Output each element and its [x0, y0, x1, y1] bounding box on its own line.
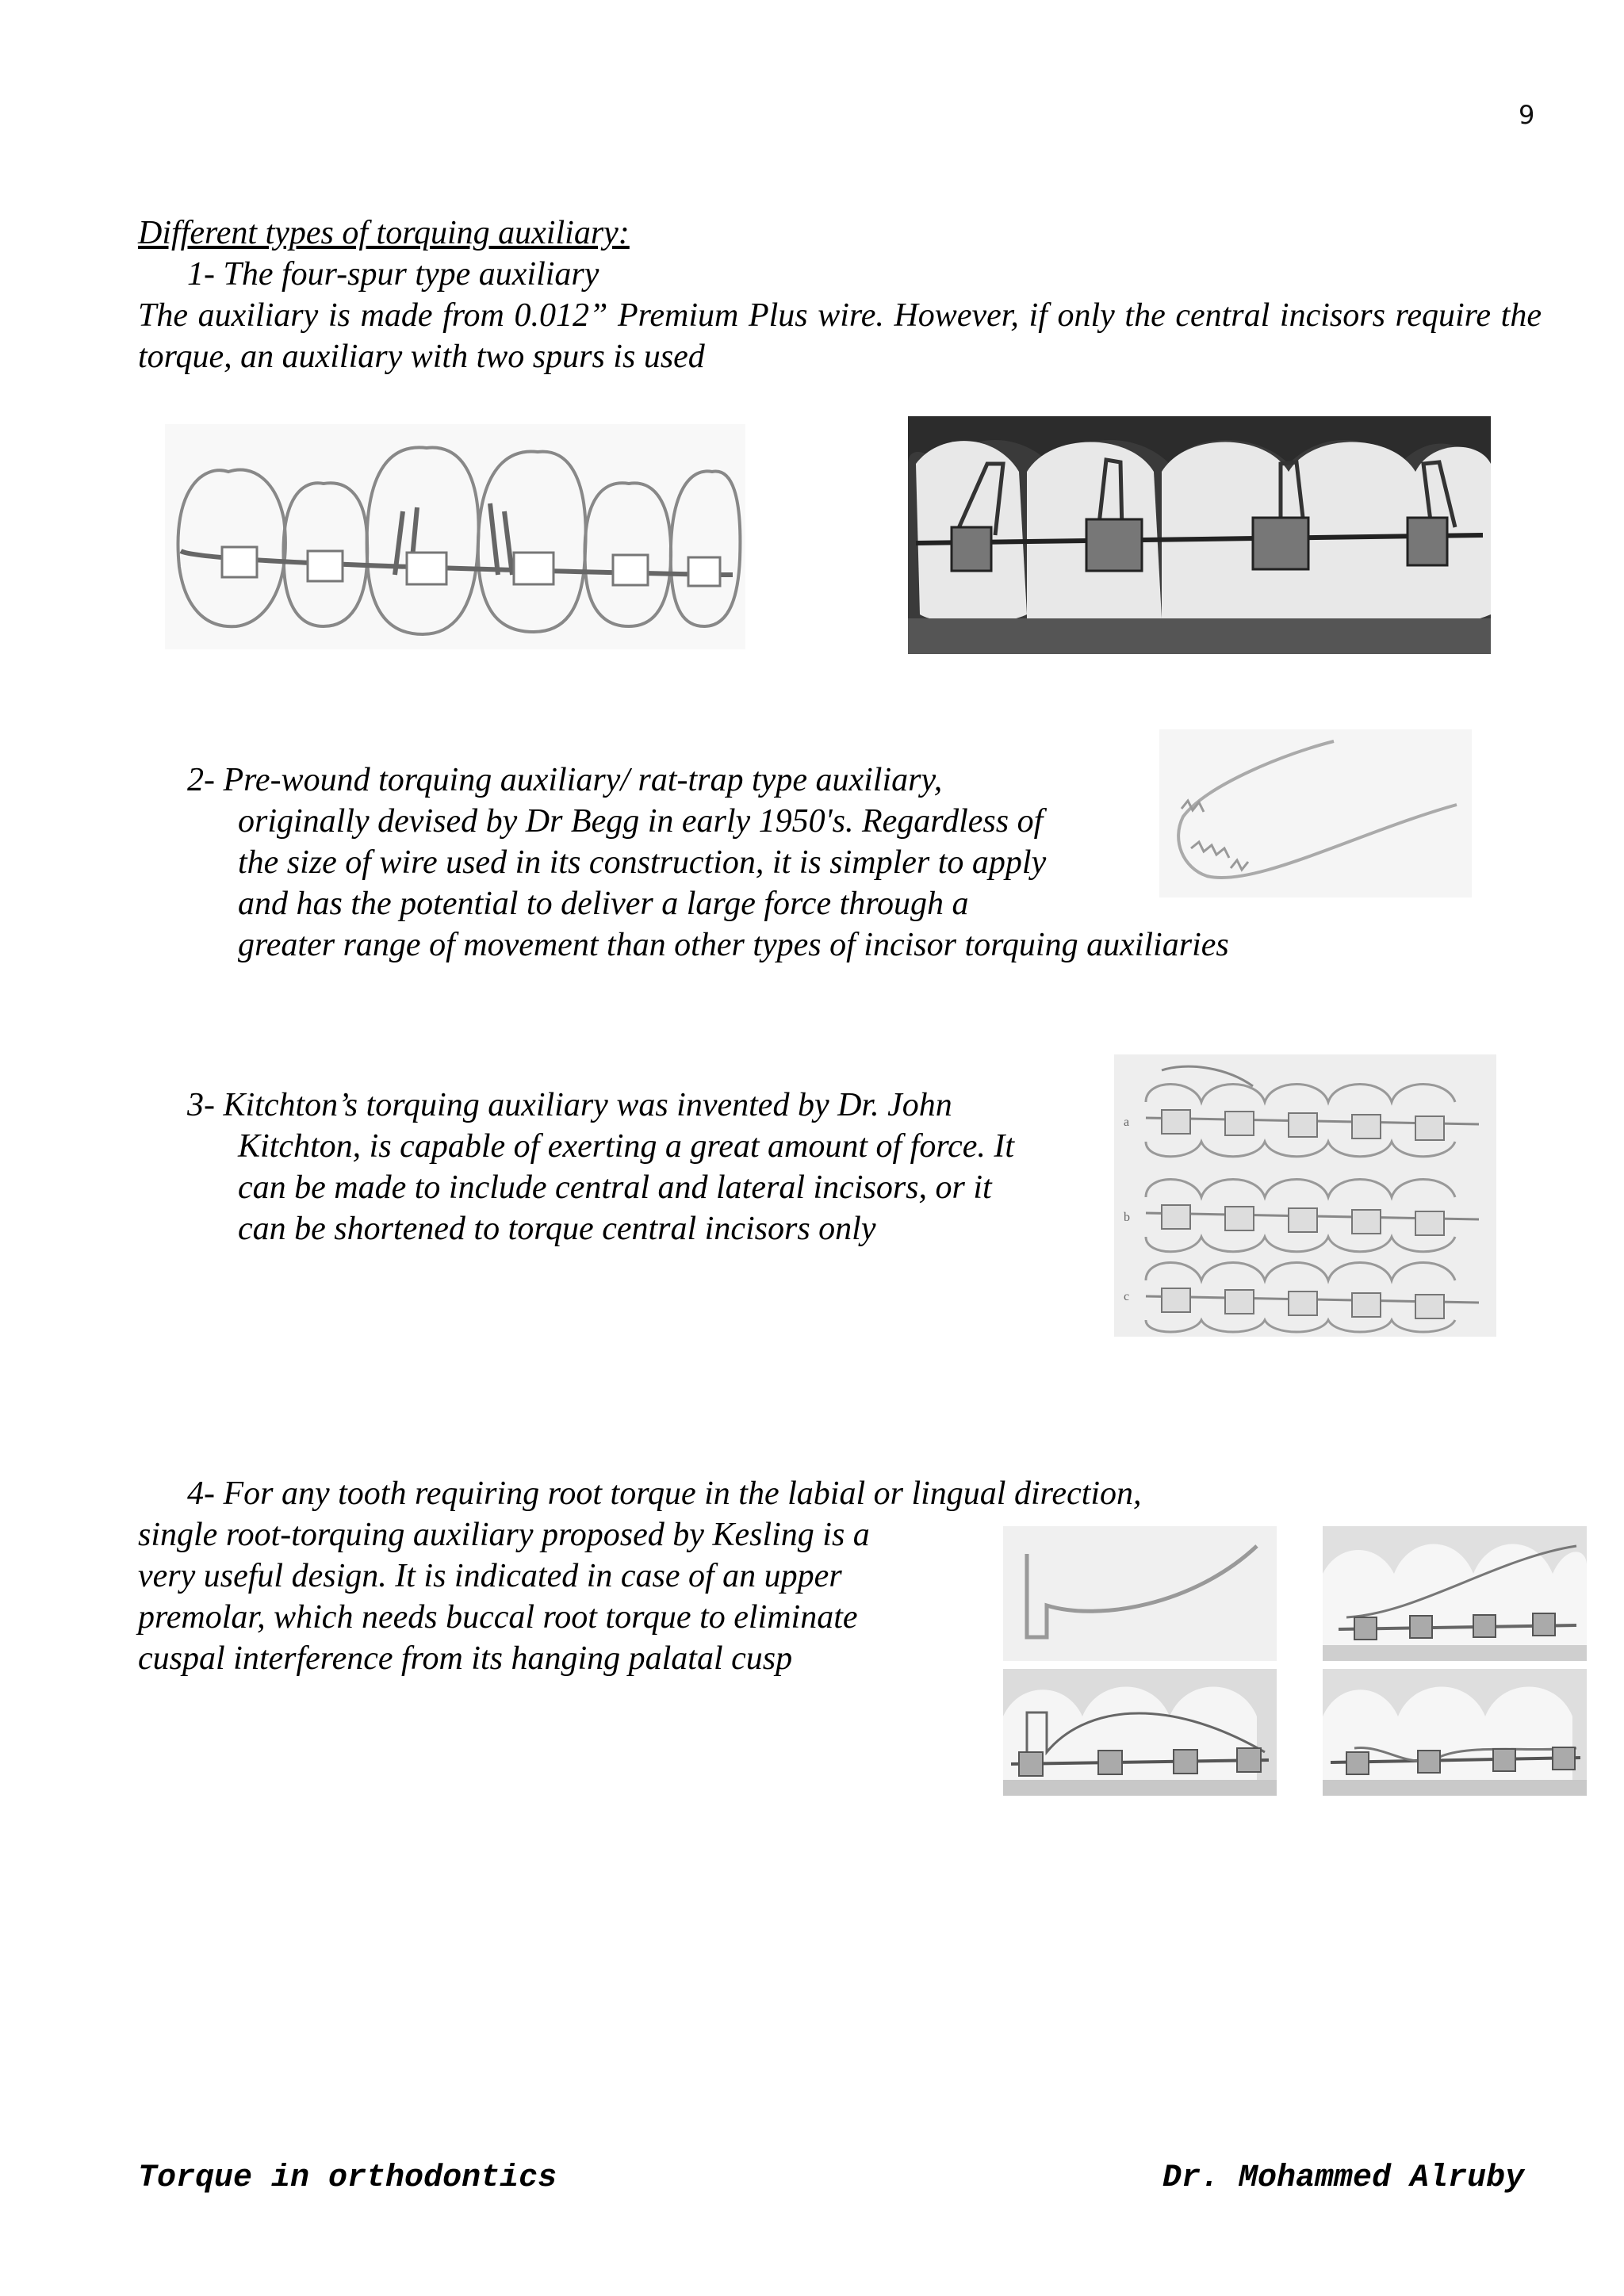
footer-author: Dr. Mohammed Alruby: [1162, 2160, 1525, 2196]
item1-title: 1- The four-spur type auxiliary: [187, 256, 599, 293]
item2-line3: the size of wire used in its construction, it is simpler to apply: [238, 844, 1047, 881]
item4-line2: single root-torquing auxiliary proposed by Kesling is a: [138, 1517, 870, 1553]
item3-line2: Kitchton, is capable of exerting a great amount of force. It: [238, 1128, 1015, 1165]
page-number: 9: [1519, 100, 1535, 130]
section-heading: Different types of torquing auxiliary:: [138, 215, 630, 251]
item3-line1: 3- Kitchton’s torquing auxiliary was invented by Dr. John: [187, 1087, 952, 1123]
item3-line4: can be shortened to torque central incisors only: [238, 1211, 876, 1247]
footer-title: Torque in orthodontics: [138, 2160, 557, 2196]
kesling-photo-bottom-left: [1003, 1669, 1277, 1796]
item2-line1: 2- Pre-wound torquing auxiliary/ rat-trap type auxiliary,: [187, 762, 943, 798]
kitchton-auxiliary-figure: [1114, 1054, 1496, 1337]
item2-line4: and has the potential to deliver a large force through a: [238, 886, 969, 922]
item2-line5: greater range of movement than other types of incisor torquing auxiliaries: [238, 927, 1229, 963]
item1-body: The auxiliary is made from 0.012” Premium Plus wire. However, if only the central incisors require the torque, an auxiliary with two spurs is used: [138, 297, 1542, 375]
item2-line2: originally devised by Dr Begg in early 1950's. Regardless of: [238, 803, 1044, 840]
item3-line3: can be made to include central and lateral incisors, or it: [238, 1169, 992, 1206]
item4-line5: cuspal interference from its hanging palatal cusp: [138, 1640, 793, 1677]
kitchton-label-b: b: [1124, 1211, 1130, 1224]
kesling-photo-bottom-right: [1323, 1669, 1587, 1796]
kitchton-label-c: c: [1124, 1290, 1130, 1303]
kitchton-label-a: a: [1124, 1115, 1130, 1129]
four-spur-photo: [908, 416, 1491, 654]
item4-line4: premolar, which needs buccal root torque to eliminate: [138, 1599, 858, 1636]
kesling-wire-image: [1003, 1526, 1277, 1661]
rat-trap-wire-image: [1159, 729, 1472, 897]
kesling-photo-top-right: [1323, 1526, 1587, 1661]
item4-line3: very useful design. It is indicated in case of an upper: [138, 1558, 842, 1594]
four-spur-drawing: [165, 424, 745, 649]
item4-line1: 4- For any tooth requiring root torque in the labial or lingual direction,: [187, 1475, 1142, 1512]
